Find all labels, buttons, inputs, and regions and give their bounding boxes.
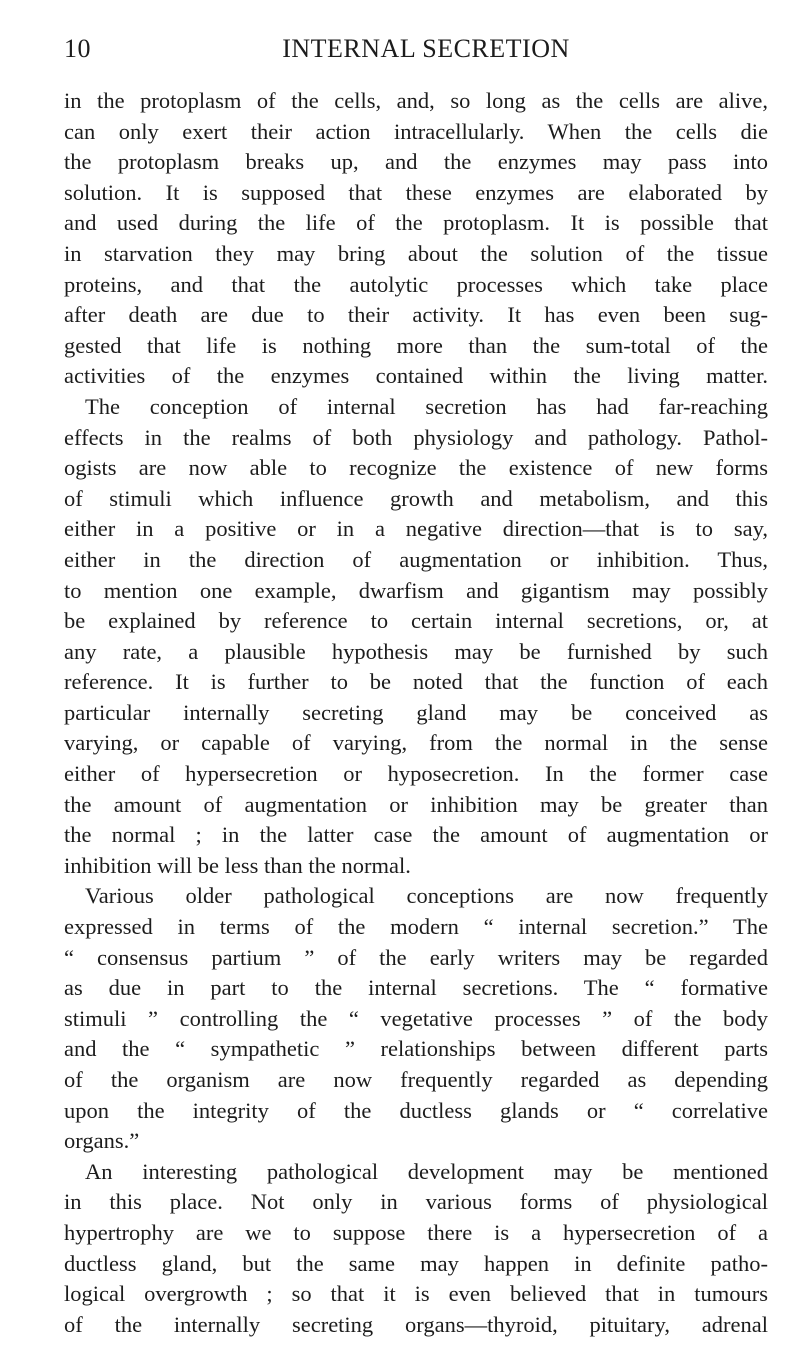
text-line: expressed in terms of the modern “ internal secretion.” The — [64, 914, 768, 940]
paragraph-start-line: Various older pathological conceptions are now frequently — [85, 883, 768, 909]
text-line: of the organism are now frequently regarded as depending — [64, 1067, 768, 1092]
text-line: gested that life is nothing more than the sum-total of the — [64, 332, 768, 358]
text-line: as due in part to the internal secretions. The “ formative — [64, 975, 768, 1001]
body-text — [64, 86, 768, 1340]
running-head — [64, 24, 768, 64]
text-line: either in a positive or in a negative direction—that is to say, — [64, 516, 768, 542]
text-line: either of hypersecretion or hyposecretion. In the former case — [64, 761, 768, 787]
text-line: ductless gland, but the same may happen in definite patho- — [64, 1250, 768, 1276]
text-line: the amount of augmentation or inhibition may be greater than — [64, 791, 768, 817]
text-line: reference. It is further to be noted that the function of each — [64, 669, 768, 695]
text-line: can only exert their action intracellularly. When the cells die — [64, 118, 768, 144]
text-line: of stimuli which influence growth and metabolism, and this — [64, 485, 768, 511]
text-line: varying, or capable of varying, from the normal in the sense — [64, 730, 768, 756]
text-line: of the internally secreting organs—thyroid, pituitary, adrenal — [64, 1311, 768, 1337]
paragraph-start-line: The conception of internal secretion has had far-reaching — [85, 393, 768, 419]
text-line: the protoplasm breaks up, and the enzymes may pass into — [64, 149, 768, 175]
running-title: INTERNAL SECRETION — [282, 34, 570, 63]
text-line: logical overgrowth ; so that it is even believed that in tumours — [64, 1281, 768, 1307]
text-line: “ consensus partium ” of the early writers may be regarded — [64, 944, 768, 970]
text-line: proteins, and that the autolytic processes which take place — [64, 271, 768, 297]
text-line: to mention one example, dwarfism and gigantism may possibly — [64, 577, 768, 603]
text-line: the normal ; in the latter case the amount of augmentation or — [64, 822, 768, 848]
text-line: in starvation they may bring about the solution of the tissue — [64, 240, 768, 266]
text-line: after death are due to their activity. It has even been sug- — [64, 302, 768, 328]
book-page — [64, 24, 768, 1340]
paragraph-start-line: An interesting pathological development may be mentioned — [85, 1158, 768, 1184]
text-line: in the protoplasm of the cells, and, so long as the cells are alive, — [64, 88, 768, 113]
text-line: and used during the life of the protoplasm. It is possible that — [64, 210, 768, 236]
text-line: particular internally secreting gland may be conceived as — [64, 699, 768, 725]
text-line: solution. It is supposed that these enzymes are elaborated by — [64, 179, 768, 205]
text-line: be explained by reference to certain internal secretions, or, at — [64, 608, 768, 634]
text-line: hypertrophy are we to suppose there is a hypersecretion of a — [64, 1219, 768, 1245]
text-line: effects in the realms of both physiology and pathology. Pathol- — [64, 424, 768, 450]
text-line: any rate, a plausible hypothesis may be furnished by such — [64, 638, 768, 664]
page-number: 10 — [64, 34, 91, 63]
text-line: and the “ sympathetic ” relationships between different parts — [64, 1036, 768, 1062]
text-line: stimuli ” controlling the “ vegetative processes ” of the body — [64, 1005, 768, 1031]
paragraph-end-line: organs.” — [64, 1128, 140, 1154]
text-line: either in the direction of augmentation or inhibition. Thus, — [64, 546, 768, 572]
text-line: ogists are now able to recognize the existence of new forms — [64, 455, 768, 481]
text-line: activities of the enzymes contained within the living matter. — [64, 363, 768, 389]
paragraph-end-line: inhibition will be less than the normal. — [64, 852, 411, 878]
text-line: in this place. Not only in various forms of physiological — [64, 1189, 768, 1215]
text-line: upon the integrity of the ductless glands or “ correlative — [64, 1097, 768, 1123]
